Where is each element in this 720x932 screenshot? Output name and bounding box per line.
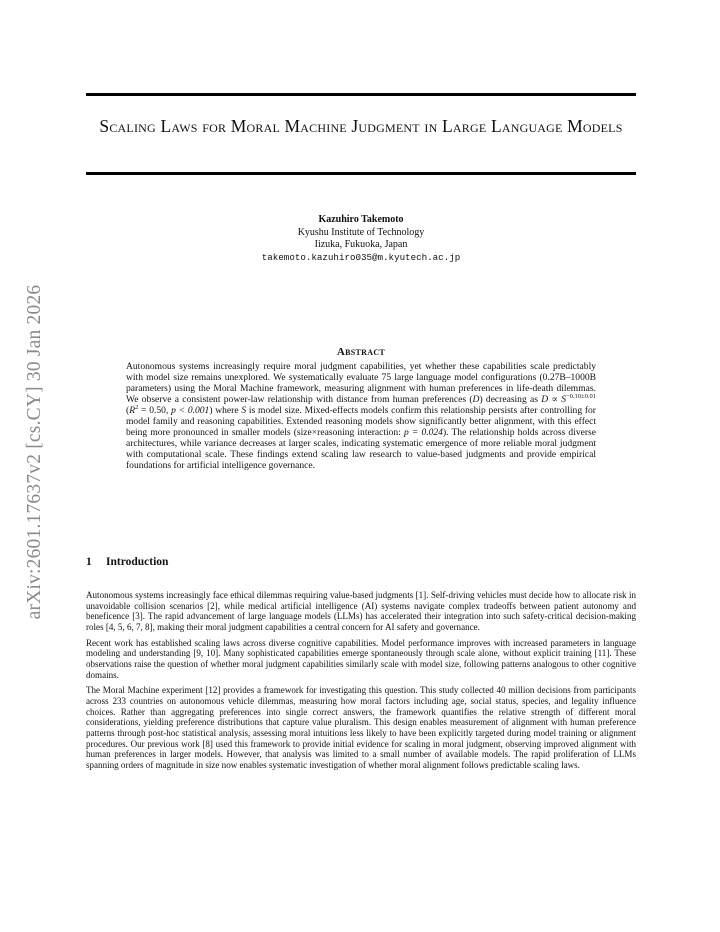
paper-title: Scaling Laws for Moral Machine Judgment in Large Language Models: [99, 116, 623, 136]
author-email[interactable]: takemoto.kazuhiro035@m.kyutech.ac.jp: [261, 251, 461, 263]
section-number: 1: [86, 556, 92, 568]
abstract-body: [126, 362, 596, 472]
r-squared-symbol: R: [129, 404, 136, 416]
author-block: [86, 214, 636, 264]
abstract-text-4: ) where: [209, 404, 242, 416]
author-name: Kazuhiro Takemoto: [318, 214, 404, 225]
abstract-text-2: ) decreasing as: [479, 393, 542, 405]
title-rule-bottom: [86, 172, 636, 175]
power-law-formula: D ∝ S: [541, 393, 567, 405]
author-affiliation: Kyushu Institute of Technology: [297, 226, 425, 238]
power-law-exponent: −0.10±0.01: [566, 392, 596, 400]
symbol-d: D: [472, 393, 480, 405]
paragraph: The Moral Machine experiment [12] provides a framework for investigating this question. This study collected 40 million decisions from participants across 233 countries on autonomous vehicle dilemmas, measuring how moral factors including age, social status, species, and legality influence choices. Rather than aggregating preferences into single correct answers, the framework quantifies the relative strength of different moral considerations, yielding preference distributions that capture value pluralism. This design enables measurement of alignment with human preference patterns through post-hoc statistical analysis, assessing moral intuitions less likely to have been explicitly targeted during model training or alignment procedures. Our previous work [8] used this framework to provide initial evidence for scaling in moral judgment, observing improved alignment with human preferences in larger models. However, that analysis was limited to a small number of available models. The rapid proliferation of LLMs spanning orders of magnitude in size now enables systematic investigation of whether moral alignment follows predictable scaling laws.: [86, 685, 636, 770]
abstract-text-5: is model size. Mixed-effects models confirm this relationship persists after controlling for model family and reasoning capabilities. Extended reasoning models show significantly better alignment, with this effect being more pronounced in smaller models (size×reasoning interaction:: [126, 404, 596, 438]
abstract-text-6: ). The relationship holds across diverse architectures, while variance decreases at larger scales, indicating systematic emergence of more reliable moral judgment with computational scale. These findings extend scaling law research to value-based judgments and provide empirical foundations for artificial intelligence governance.: [126, 426, 596, 471]
title-rule-top: [86, 93, 636, 96]
abstract-text-3: (: [126, 404, 130, 416]
r-squared-exponent: 2: [135, 403, 139, 411]
paragraph: Recent work has established scaling laws across diverse cognitive capabilities. Model performance improves with increased parameters in language modeling and understanding [9, 10]. Many sophisticated capabilities emerge spontaneously through scale alone, without explicit training [11]. These observations raise the question of whether moral judgment capabilities similarly scale with model size, following patterns analogous to other cognitive domains.: [86, 637, 636, 680]
arxiv-identifier: arXiv:2601.17637v2 [cs.CY] 30 Jan 2026: [24, 284, 45, 620]
section-title: Introduction: [106, 556, 169, 568]
introduction-body: [86, 590, 636, 776]
section-heading-introduction: [86, 556, 168, 568]
abstract-heading: Abstract: [336, 346, 386, 358]
p-value-1: p < 0.001: [171, 404, 210, 416]
author-location: Iizuka, Fukuoka, Japan: [314, 239, 408, 250]
paragraph: Autonomous systems increasingly face ethical dilemmas requiring value-based judgments [1]. Self-driving vehicles must decide how to allocate risk in unavoidable collision scenarios [2], while medical artificial intelligence (AI) systems navigate complex tradeoffs between patient autonomy and beneficence [3]. The rapid advancement of large language models (LLMs) has accelerated their integration into such safety-critical decision-making roles [4, 5, 6, 7, 8], making their moral judgment capabilities a central concern for AI safety and governance.: [86, 590, 636, 632]
p-value-2: p = 0.024: [404, 426, 443, 438]
r-squared-value: = 0.50,: [138, 404, 169, 416]
symbol-s: S: [241, 404, 247, 416]
abstract-text-1: Autonomous systems increasingly require moral judgment capabilities, yet whether these capabilities scale predictably with model size remains unexplored. We systematically evaluate 75 large language model configurations (0.27B–1000B parameters) using the Moral Machine framework, measuring alignment with human preferences in life-death dilemmas. We observe a consistent power-law relationship with distance from human preferences (: [126, 361, 596, 405]
